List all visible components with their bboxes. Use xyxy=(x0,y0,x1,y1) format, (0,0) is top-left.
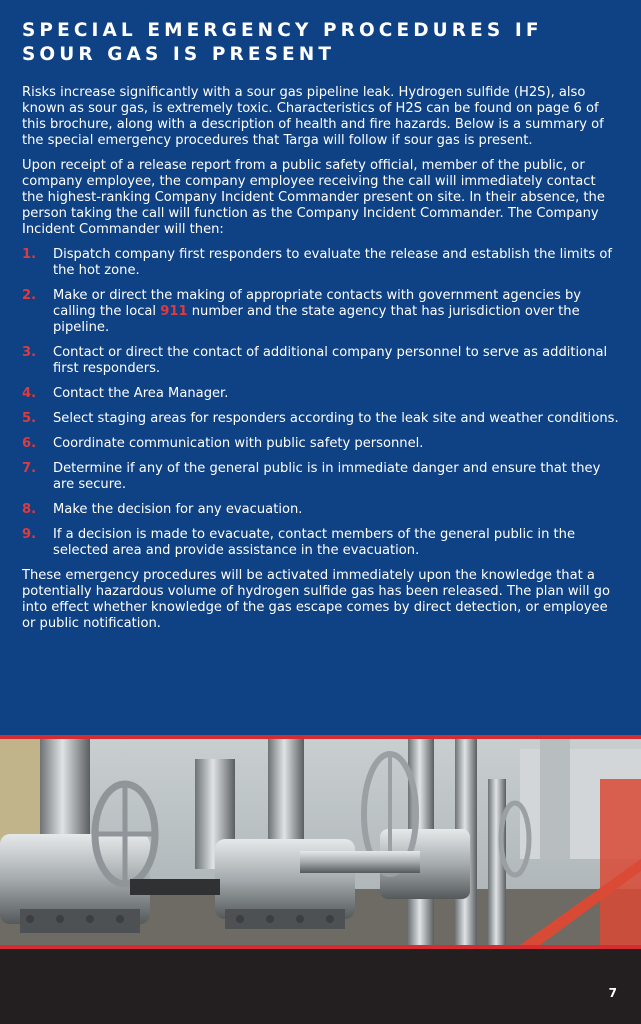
step-text: Contact or direct the contact of additional company personnel to serve as additional ﬁrst responders. xyxy=(53,345,608,376)
step-text: If a decision is made to evacuate, contact members of the general public in the selected area and provide assistance in the evacuation. xyxy=(53,527,576,558)
closing-paragraph: These emergency procedures will be activated immediately upon the knowledge that a potentially hazardous volume of hydrogen sulﬁde gas has been released. The plan will go into effect whether knowledge of the gas escape comes by direct detection, or employee or public notiﬁcation. xyxy=(22,568,610,631)
pipeline-valves-photo xyxy=(0,735,641,949)
page-footer xyxy=(0,949,641,1024)
step-number: 5. xyxy=(22,411,37,426)
page-title xyxy=(22,19,619,67)
step-text: Contact the Area Manager. xyxy=(53,386,229,401)
step-text: Dispatch company ﬁrst responders to evaluate the release and establish the limits of the hot zone. xyxy=(53,247,613,278)
title-line-1: SPECIAL EMERGENCY PROCEDURES IF xyxy=(22,20,543,41)
procedure-steps xyxy=(22,247,619,559)
step-text: Determine if any of the general public is in immediate danger and ensure that they are secure. xyxy=(53,461,601,492)
step-item xyxy=(22,288,619,336)
step-item xyxy=(22,527,619,559)
step-text-after: number and the state agency that has jurisdiction over the pipeline. xyxy=(53,304,580,335)
step-text-before: Make or direct the making of appropriate contacts with government agencies by calling the local xyxy=(53,288,582,319)
valves-illustration xyxy=(0,739,641,945)
step-item xyxy=(22,345,619,377)
step-text: Select staging areas for responders according to the leak site and weather conditions. xyxy=(53,411,619,426)
step-number: 7. xyxy=(22,461,37,476)
step-text: Coordinate communication with public safety personnel. xyxy=(53,436,424,451)
step-number: 6. xyxy=(22,436,37,451)
step-number: 4. xyxy=(22,386,37,401)
step-number: 9. xyxy=(22,527,37,542)
step-item xyxy=(22,502,619,518)
step-item xyxy=(22,436,619,452)
emergency-number: 911 xyxy=(160,304,188,319)
step-number: 8. xyxy=(22,502,37,517)
receipt-paragraph: Upon receipt of a release report from a public safety ofﬁcial, member of the public, or company employee, the company employee receiving the call will immediately contact the highest-ranking Company Incident Commander present on site. In their absence, the person taking the call will function as the Company Incident Commander. The Company Incident Commander will then: xyxy=(22,158,605,237)
title-line-2: SOUR GAS IS PRESENT xyxy=(22,44,336,65)
step-number: 1. xyxy=(22,247,37,262)
step-text: Make the decision for any evacuation. xyxy=(53,502,303,517)
step-item xyxy=(22,247,619,279)
intro-paragraph: Risks increase signiﬁcantly with a sour gas pipeline leak. Hydrogen sulﬁde (H2S), also known as sour gas, is extremely toxic. Characteristics of H2S can be found on page 6 of this brochure, along with a description of health and ﬁre hazards. Below is a summary of the special emergency procedures that Targa will follow if sour gas is present. xyxy=(22,85,604,148)
step-item xyxy=(22,461,619,493)
step-item xyxy=(22,411,619,427)
step-item xyxy=(22,386,619,402)
page-number: 7 xyxy=(608,986,617,1000)
step-number: 3. xyxy=(22,345,37,360)
step-number: 2. xyxy=(22,288,37,303)
